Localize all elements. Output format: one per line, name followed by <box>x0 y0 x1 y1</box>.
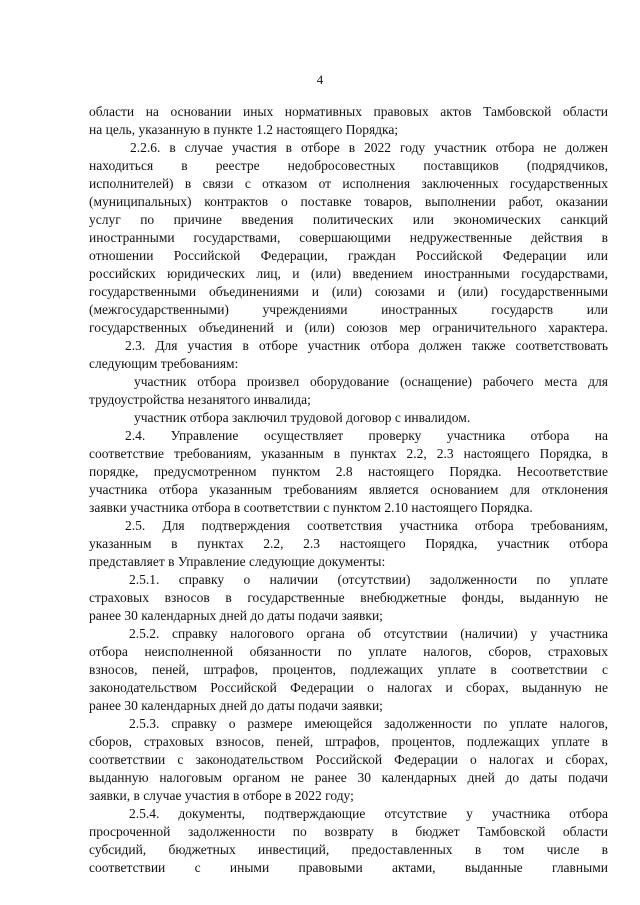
text-line: 2.5.3. справку о размере имеющейся задолженности по уплате налогов, <box>129 716 608 731</box>
page-number: 4 <box>316 72 324 87</box>
text-line: российских юридических лиц, и (или) введением иностранными государствами, <box>89 266 608 281</box>
text-line: (межгосударственными) учреждениями иностранных государств или <box>89 302 608 317</box>
text-line: заявки участника отбора в соответствии с пунктом 2.10 настоящего Порядка. <box>89 500 533 515</box>
text-line: государственными объединениями и (или) союзами и (или) государственными <box>89 284 608 299</box>
text-line: сборов, страховых взносов, пеней, штрафов, процентов, подлежащих уплате в <box>89 734 608 749</box>
text-line: иностранными государствами, совершающими недружественные действия в <box>89 230 608 245</box>
text-line: 2.5.2. справку налогового органа об отсутствии (наличии) у участника <box>129 626 608 641</box>
text-line: 2.4. Управление осуществляет проверку участника отбора на <box>125 428 608 443</box>
text-line: соответствие требованиям, указанным в пунктах 2.2, 2.3 настоящего Порядка, в <box>89 446 608 461</box>
text-line: взносов, пеней, штрафов, процентов, подлежащих уплате в соответствии с <box>89 662 608 677</box>
text-line: участник отбора произвел оборудование (оснащение) рабочего места для <box>134 374 608 389</box>
text-line: 2.2.6. в случае участия в отборе в 2022 году участник отбора не должен <box>130 140 608 155</box>
text-line: на цель, указанную в пункте 1.2 настоящего Порядка; <box>89 122 399 137</box>
text-line: исполнителей) в связи с отказом от исполнения заключенных государственных <box>89 176 608 191</box>
text-line: участник отбора заключил трудовой договор с инвалидом. <box>134 410 471 425</box>
text-line: страховых взносов в государственные внебюджетные фонды, выданную не <box>89 590 608 605</box>
text-line: субсидий, бюджетных инвестиций, предоставленных в том числе в <box>89 842 608 857</box>
text-line: заявки, в случае участия в отборе в 2022 году; <box>89 788 354 803</box>
text-line: соответствии с иными правовыми актами, выданные главными <box>89 860 608 875</box>
text-line: трудоустройства незанятого инвалида; <box>89 392 311 407</box>
text-line: отношении Российской Федерации, граждан Российской Федерации или <box>89 248 608 263</box>
text-line: (муниципальных) контрактов о поставке товаров, выполнении работ, оказании <box>89 194 608 209</box>
text-line: ранее 30 календарных дней до даты подачи заявки; <box>89 698 383 713</box>
text-line: услуг по причине введения политических или экономических санкций <box>89 212 608 227</box>
text-line: отбора неисполненной обязанности по уплате налогов, сборов, страховых <box>89 644 608 659</box>
text-line: находиться в реестре недобросовестных поставщиков (подрядчиков, <box>89 158 608 173</box>
text-line: представляет в Управление следующие документы: <box>89 554 386 569</box>
text-line: законодательством Российской Федерации о налогах и сборах, выданную не <box>89 680 608 695</box>
text-line: просроченной задолженности по возврату в бюджет Тамбовской области <box>89 824 608 839</box>
text-line: порядке, предусмотренном пунктом 2.8 настоящего Порядка. Несоответствие <box>89 464 608 479</box>
text-line: соответствии с законодательством Российской Федерации о налогах и сборах, <box>89 752 608 767</box>
text-line: следующим требованиям: <box>89 356 239 371</box>
text-line: указанным в пунктах 2.2, 2.3 настоящего Порядка, участник отбора <box>89 536 608 551</box>
text-line: области на основании иных нормативных правовых актов Тамбовской области <box>89 104 608 119</box>
text-line: 2.3. Для участия в отборе участник отбора должен также соответствовать <box>125 338 608 353</box>
document-body <box>89 103 608 877</box>
text-line: 2.5.1. справку о наличии (отсутствии) задолженности по уплате <box>129 572 608 587</box>
text-line: государственных объединений и (или) союзов мер ограничительного характера. <box>89 320 608 335</box>
text-line: участника отбора указанным требованиям является основанием для отклонения <box>89 482 608 497</box>
text-line: 2.5.4. документы, подтверждающие отсутствие у участника отбора <box>129 806 608 821</box>
text-line: выданную налоговым органом не ранее 30 календарных дней до даты подачи <box>89 770 608 785</box>
text-line: 2.5. Для подтверждения соответствия участника отбора требованиям, <box>125 518 608 533</box>
text-line: ранее 30 календарных дней до даты подачи заявки; <box>89 608 383 623</box>
